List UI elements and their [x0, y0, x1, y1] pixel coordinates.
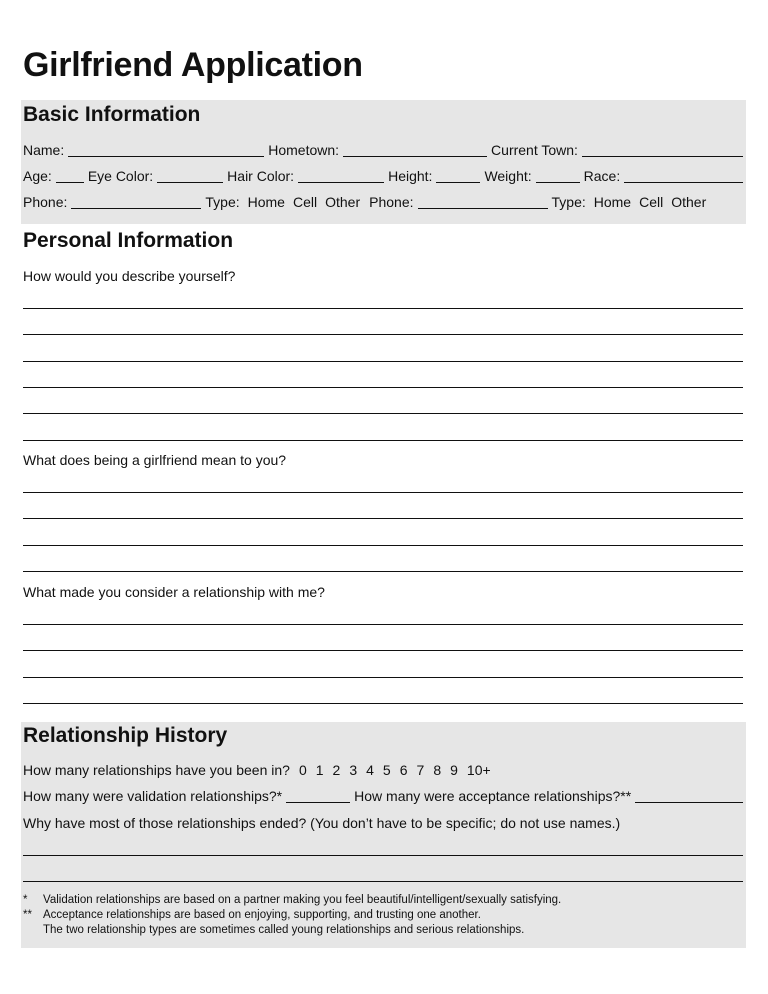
count-option-6[interactable]: 6: [399, 762, 408, 778]
type-option-other-2[interactable]: Other: [671, 194, 707, 210]
height-label: Height:: [388, 168, 433, 184]
acceptance-count-field[interactable]: [635, 789, 743, 803]
count-option-9[interactable]: 9: [450, 762, 458, 778]
personal-information-heading: Personal Information: [23, 229, 234, 252]
answer-line[interactable]: [23, 440, 743, 441]
hair-color-label: Hair Color:: [227, 168, 295, 184]
answer-line[interactable]: [23, 361, 743, 362]
answer-line[interactable]: [23, 545, 743, 546]
answer-line[interactable]: [23, 387, 743, 388]
count-option-2[interactable]: 2: [332, 762, 341, 778]
age-label: Age:: [23, 168, 52, 184]
type-option-cell-2[interactable]: Cell: [639, 194, 664, 210]
age-field[interactable]: [56, 169, 84, 183]
hometown-field[interactable]: [343, 143, 487, 157]
count-option-1[interactable]: 1: [315, 762, 324, 778]
weight-label: Weight:: [484, 168, 532, 184]
footnote-acceptance: [23, 909, 481, 921]
answer-line[interactable]: [23, 624, 743, 625]
hometown-label: Hometown:: [268, 142, 340, 158]
current-town-label: Current Town:: [491, 142, 578, 158]
relationship-count-row: [23, 762, 743, 778]
type-option-home-1[interactable]: Home: [247, 194, 285, 210]
answer-line[interactable]: [23, 571, 743, 572]
type-option-home-2[interactable]: Home: [593, 194, 632, 210]
current-town-field[interactable]: [582, 143, 743, 157]
page-title: Girlfriend Application: [23, 46, 363, 84]
count-option-4[interactable]: 4: [366, 762, 374, 778]
type-option-cell-1[interactable]: Cell: [292, 194, 318, 210]
answer-line[interactable]: [23, 881, 743, 882]
phone-field-2[interactable]: [418, 195, 548, 209]
type-label-1: Type:: [205, 194, 240, 210]
acceptance-question: How many were acceptance relationships?**: [354, 788, 632, 804]
answer-line[interactable]: [23, 677, 743, 678]
footnote-types: [23, 924, 524, 936]
count-option-8[interactable]: 8: [433, 762, 442, 778]
basic-row-1: [23, 142, 743, 158]
why-ended-question: Why have most of those relationships ended? (You don’t have to be specific; do not use names.): [23, 815, 621, 831]
relationship-history-heading: Relationship History: [23, 724, 228, 747]
eye-color-field[interactable]: [157, 169, 223, 183]
phone-field-1[interactable]: [71, 195, 201, 209]
answer-line[interactable]: [23, 334, 743, 335]
type-label-2: Type:: [551, 194, 586, 210]
eye-color-label: Eye Color:: [87, 168, 154, 184]
question-describe-yourself: How would you describe yourself?: [23, 268, 236, 284]
name-label: Name:: [23, 142, 65, 158]
race-label: Race:: [583, 168, 621, 184]
answer-line[interactable]: [23, 518, 743, 519]
type-option-other-1[interactable]: Other: [325, 194, 361, 210]
validation-count-field[interactable]: [286, 789, 350, 803]
footnote-mark-single: *: [23, 894, 28, 906]
footnote-validation-text: Validation relationships are based on a partner making you feel beautiful/intelligent/sexually satisfying.: [43, 894, 562, 906]
answer-line[interactable]: [23, 308, 743, 309]
question-why-consider: What made you consider a relationship with me?: [23, 584, 325, 600]
weight-field[interactable]: [536, 169, 580, 183]
validation-question: How many were validation relationships?*: [23, 788, 283, 804]
relationship-count-question: How many relationships have you been in?: [23, 762, 290, 778]
footnote-mark-double: **: [23, 909, 32, 921]
answer-line[interactable]: [23, 492, 743, 493]
basic-information-heading: Basic Information: [23, 103, 201, 126]
answer-line[interactable]: [23, 855, 743, 856]
count-option-5[interactable]: 5: [382, 762, 391, 778]
count-option-3[interactable]: 3: [349, 762, 358, 778]
hair-color-field[interactable]: [298, 169, 384, 183]
footnote-types-text: The two relationship types are sometimes called young relationships and serious relationships.: [43, 924, 525, 936]
answer-line[interactable]: [23, 703, 743, 704]
race-field[interactable]: [624, 169, 743, 183]
relationship-types-row: [23, 788, 743, 804]
height-field[interactable]: [436, 169, 480, 183]
basic-row-3: [23, 194, 743, 210]
answer-line[interactable]: [23, 650, 743, 651]
count-option-10-plus[interactable]: 10+: [466, 762, 491, 778]
footnote-validation: [23, 894, 561, 906]
answer-line[interactable]: [23, 413, 743, 414]
basic-row-2: [23, 168, 743, 184]
phone-label-2: Phone:: [369, 194, 414, 210]
count-option-7[interactable]: 7: [416, 762, 425, 778]
phone-label-1: Phone:: [23, 194, 68, 210]
footnote-acceptance-text: Acceptance relationships are based on enjoying, supporting, and trusting one another.: [43, 909, 481, 921]
count-option-0[interactable]: 0: [298, 762, 307, 778]
question-girlfriend-meaning: What does being a girlfriend mean to you?: [23, 452, 287, 468]
name-field[interactable]: [68, 143, 264, 157]
